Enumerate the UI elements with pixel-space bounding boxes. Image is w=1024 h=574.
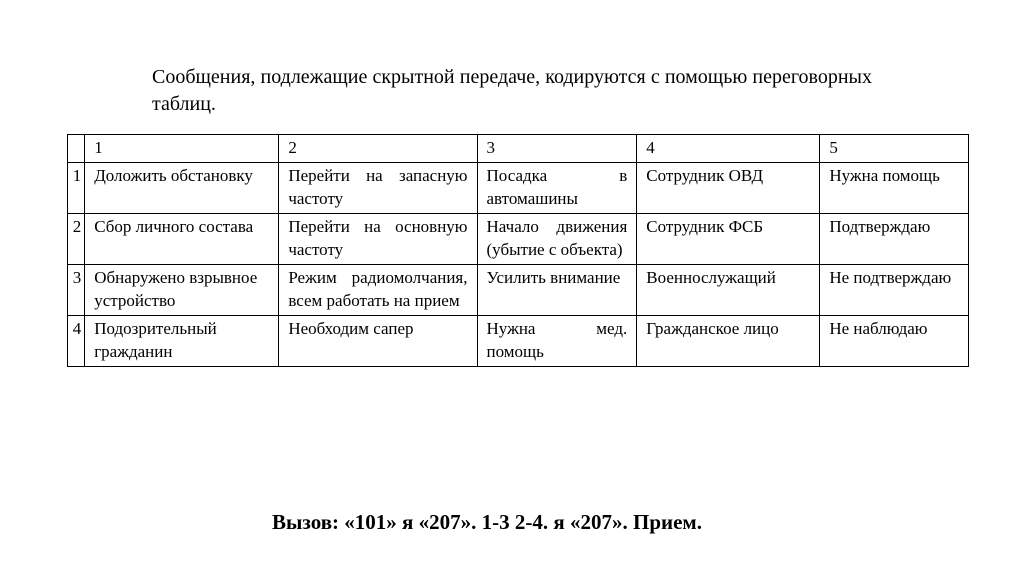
table-cell: Не подтверждаю (820, 265, 969, 316)
table-cell: Усилить внимание (477, 265, 637, 316)
table-cell: Доложить обстановку (85, 163, 279, 214)
table-cell: Подтверждаю (820, 214, 969, 265)
table-row (68, 265, 969, 316)
table-cell: Не наблюдаю (820, 316, 969, 367)
table-corner-cell (68, 135, 85, 163)
column-header: 5 (820, 135, 969, 163)
table-cell: Обнаружено взрывное устройство (85, 265, 279, 316)
table-cell: Режим радиомолчания, всем работать на прием (279, 265, 477, 316)
table-cell: Подозрительный гражданин (85, 316, 279, 367)
call-example: Вызов: «101» я «207». 1-3 2-4. я «207». Прием. (272, 510, 702, 534)
row-number: 4 (68, 316, 85, 367)
intro-paragraph: Сообщения, подлежащие скрытной передаче, кодируются с помощью переговорных таблиц. (152, 66, 872, 115)
table-cell: Сотрудник ОВД (637, 163, 820, 214)
row-number: 3 (68, 265, 85, 316)
table-cell: Начало движения (убытие с объекта) (477, 214, 637, 265)
table-cell: Военнослужащий (637, 265, 820, 316)
table-row (68, 163, 969, 214)
column-header: 1 (85, 135, 279, 163)
table-cell: Гражданское лицо (637, 316, 820, 367)
row-number: 2 (68, 214, 85, 265)
table-cell: Перейти на основную частоту (279, 214, 477, 265)
column-header: 2 (279, 135, 477, 163)
table-cell: Необходим сапер (279, 316, 477, 367)
table-row (68, 214, 969, 265)
table-row (68, 316, 969, 367)
table-cell: Нужна мед. помощь (477, 316, 637, 367)
table-cell: Перейти на запасную частоту (279, 163, 477, 214)
table-cell: Посадка в автомашины (477, 163, 637, 214)
column-header: 3 (477, 135, 637, 163)
table-cell: Сотрудник ФСБ (637, 214, 820, 265)
row-number: 1 (68, 163, 85, 214)
table-cell: Нужна помощь (820, 163, 969, 214)
table-header-row (68, 135, 969, 163)
column-header: 4 (637, 135, 820, 163)
code-table (67, 134, 969, 367)
table-cell: Сбор личного состава (85, 214, 279, 265)
